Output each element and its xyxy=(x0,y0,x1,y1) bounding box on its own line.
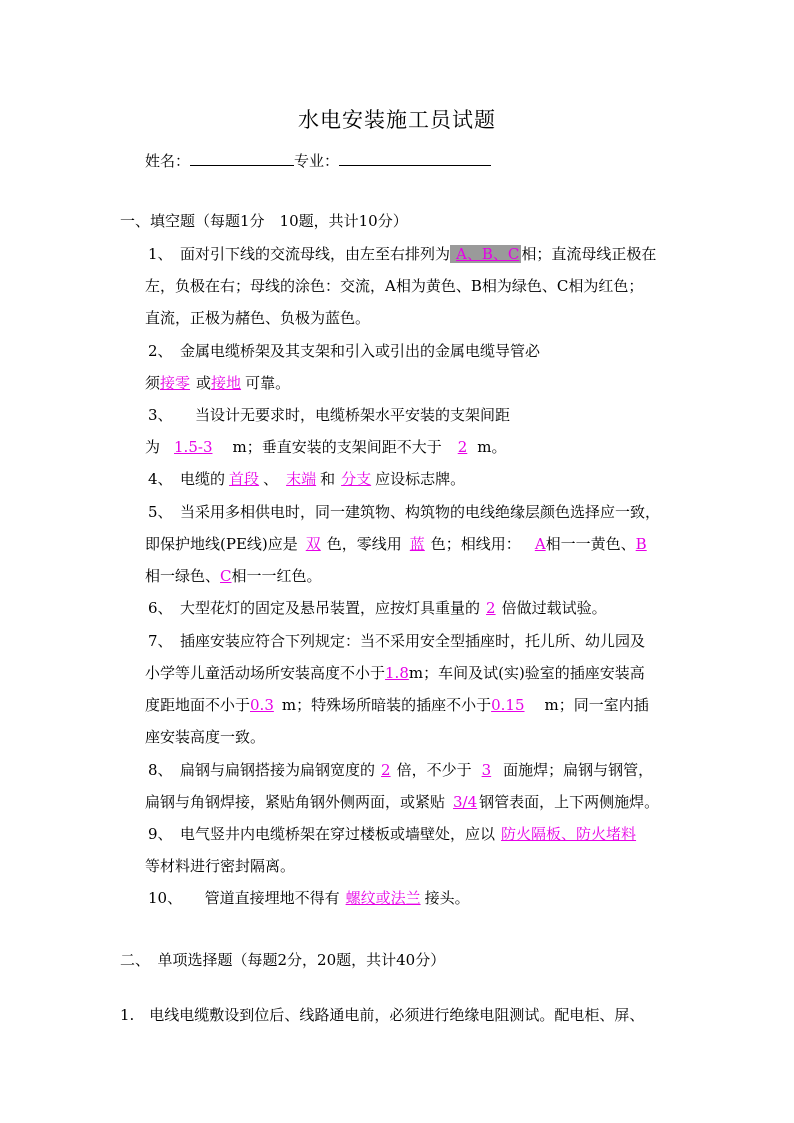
q7-text-c: m；车间及试(实)验室的插座安装高 xyxy=(408,664,645,682)
q10-text-b: 接头。 xyxy=(424,889,470,907)
q2-text-d: 可靠。 xyxy=(245,374,291,392)
q4-text-d: 应设标志牌。 xyxy=(375,470,466,488)
q7-text-e: m；特殊场所暗装的插座不小于 xyxy=(281,696,492,714)
q3-line2 xyxy=(145,437,507,457)
section1-heading: 一、填空题（每题1分 10题，共计10分） xyxy=(120,212,408,230)
q3-line1: 3、 当设计无要求时，电缆桥架水平安装的支架间距 xyxy=(148,406,511,424)
q5-answer-2: 蓝 xyxy=(409,535,425,553)
q2-text-b: 须 xyxy=(145,374,161,392)
q6-text-a: 6、 大型花灯的固定及悬吊装置，应按灯具重量的 xyxy=(148,599,481,617)
q6-line xyxy=(148,598,607,618)
q4-text-b: 、 xyxy=(263,470,279,488)
q7-answer-2: 0.3 xyxy=(250,696,274,714)
q5-answer-5: C xyxy=(220,567,232,585)
q7-line4: 座安装高度一致。 xyxy=(145,728,266,746)
q10-line xyxy=(148,888,470,908)
header-fields xyxy=(145,150,491,171)
q5-text-d: 色；相线用： xyxy=(430,535,521,553)
q2-text-c: 或 xyxy=(196,374,212,392)
q5-text-e: 相一一黄色、 xyxy=(545,535,636,553)
q8-answer-2: 3 xyxy=(481,761,492,779)
name-blank[interactable] xyxy=(190,150,294,166)
q8-line2 xyxy=(145,792,659,812)
q8-answer-1: 2 xyxy=(381,761,391,779)
q8-line1 xyxy=(148,760,653,780)
q4-answer-1: 首段 xyxy=(229,470,260,488)
q8-answer-3: 3/4 xyxy=(453,793,478,811)
q1-answer: A、B、C xyxy=(450,245,521,263)
q9-line1 xyxy=(148,824,636,844)
q5-text-b: 即保护地线(PE线)应是 xyxy=(145,535,298,553)
q9-answer: 防火隔板、防火堵料 xyxy=(501,825,637,843)
q3-text-c: m；垂直安装的支架间距不大于 xyxy=(232,438,442,456)
q3-answer-2: 2 xyxy=(457,438,468,456)
q8-text-a: 8、 扁钢与扁钢搭接为扁钢宽度的 xyxy=(148,761,376,779)
q8-text-d: 扁钢与角钢焊接，紧贴角钢外侧两面，或紧贴 xyxy=(145,793,446,811)
q7-text-b: 小学等儿童活动场所安装高度不小于 xyxy=(145,664,386,682)
q5-answer-3: A xyxy=(534,535,546,553)
major-label: 专业： xyxy=(294,152,340,170)
q4-line xyxy=(148,469,465,489)
q10-answer: 螺纹或法兰 xyxy=(345,889,421,907)
q2-line2 xyxy=(145,373,290,393)
q1-line1 xyxy=(148,244,656,264)
major-blank[interactable] xyxy=(339,150,491,166)
q10-text-a: 10、 管道直接埋地不得有 xyxy=(148,889,340,907)
q5-line2 xyxy=(145,534,647,554)
q9-line2: 等材料进行密封隔离。 xyxy=(145,857,296,875)
q8-text-e: 钢管表面，上下两侧施焊。 xyxy=(479,793,660,811)
q7-answer-1: 1.8 xyxy=(385,664,409,682)
q6-answer: 2 xyxy=(486,599,496,617)
q5-line1: 5、 当采用多相供电时，同一建筑物、构筑物的电线绝缘层颜色选择应一致， xyxy=(148,503,661,521)
q7-line2 xyxy=(145,663,645,683)
q8-text-c: 面施焊；扁钢与钢管， xyxy=(503,761,654,779)
q4-answer-3: 分支 xyxy=(341,470,372,488)
q4-text-c: 和 xyxy=(320,470,336,488)
q1-line2: 左，负极在右；母线的涂色：交流，A相为黄色、B相为绿色、C相为红色； xyxy=(145,277,644,295)
q8-text-b: 倍，不少于 xyxy=(396,761,472,779)
q5-text-f: 相一绿色、 xyxy=(145,567,221,585)
q2-line1: 2、 金属电缆桥架及其支架和引入或引出的金属电缆导管必 xyxy=(148,342,541,360)
q9-text-a: 9、 电气竖井内电缆桥架在穿过楼板或墙壁处，应以 xyxy=(148,825,496,843)
q2-answer-1: 接零 xyxy=(160,374,191,392)
q7-answer-3: 0.15 xyxy=(491,696,525,714)
q4-answer-2: 末端 xyxy=(286,470,317,488)
q1-text-b: 相；直流母线正极在 xyxy=(521,245,657,263)
q5-line3 xyxy=(145,566,322,586)
q1-line3: 直流，正极为赭色、负极为蓝色。 xyxy=(145,309,371,327)
q3-answer-1: 1.5-3 xyxy=(174,438,213,456)
q5-answer-1: 双 xyxy=(305,535,321,553)
q7-text-d: 度距地面不小于 xyxy=(145,696,251,714)
q3-text-b: 为 xyxy=(145,438,161,456)
q7-line3 xyxy=(145,695,649,715)
q1-text: 1、 面对引下线的交流母线，由左至右排列为 xyxy=(148,245,451,263)
q5-answer-4: B xyxy=(635,535,647,553)
page-title: 水电安装施工员试题 xyxy=(298,108,496,132)
name-label: 姓名： xyxy=(145,152,191,170)
q7-line1: 7、 插座安装应符合下列规定：当不采用安全型插座时，托儿所、幼儿园及 xyxy=(148,632,646,650)
q5-text-c: 色，零线用 xyxy=(326,535,402,553)
mc1-line1: 1. 电线电缆敷设到位后、线路通电前，必须进行绝缘电阻测试。配电柜、屏、 xyxy=(120,1006,645,1024)
q6-text-b: 倍做过载试验。 xyxy=(501,599,607,617)
q2-answer-2: 接地 xyxy=(211,374,242,392)
section2-heading: 二、 单项选择题（每题2分，20题，共计40分） xyxy=(120,951,446,969)
q5-text-g: 相一一红色。 xyxy=(231,567,322,585)
q4-text-a: 4、 电缆的 xyxy=(148,470,226,488)
q3-text-d: m。 xyxy=(477,438,507,456)
q7-text-f: m；同一室内插 xyxy=(544,696,649,714)
